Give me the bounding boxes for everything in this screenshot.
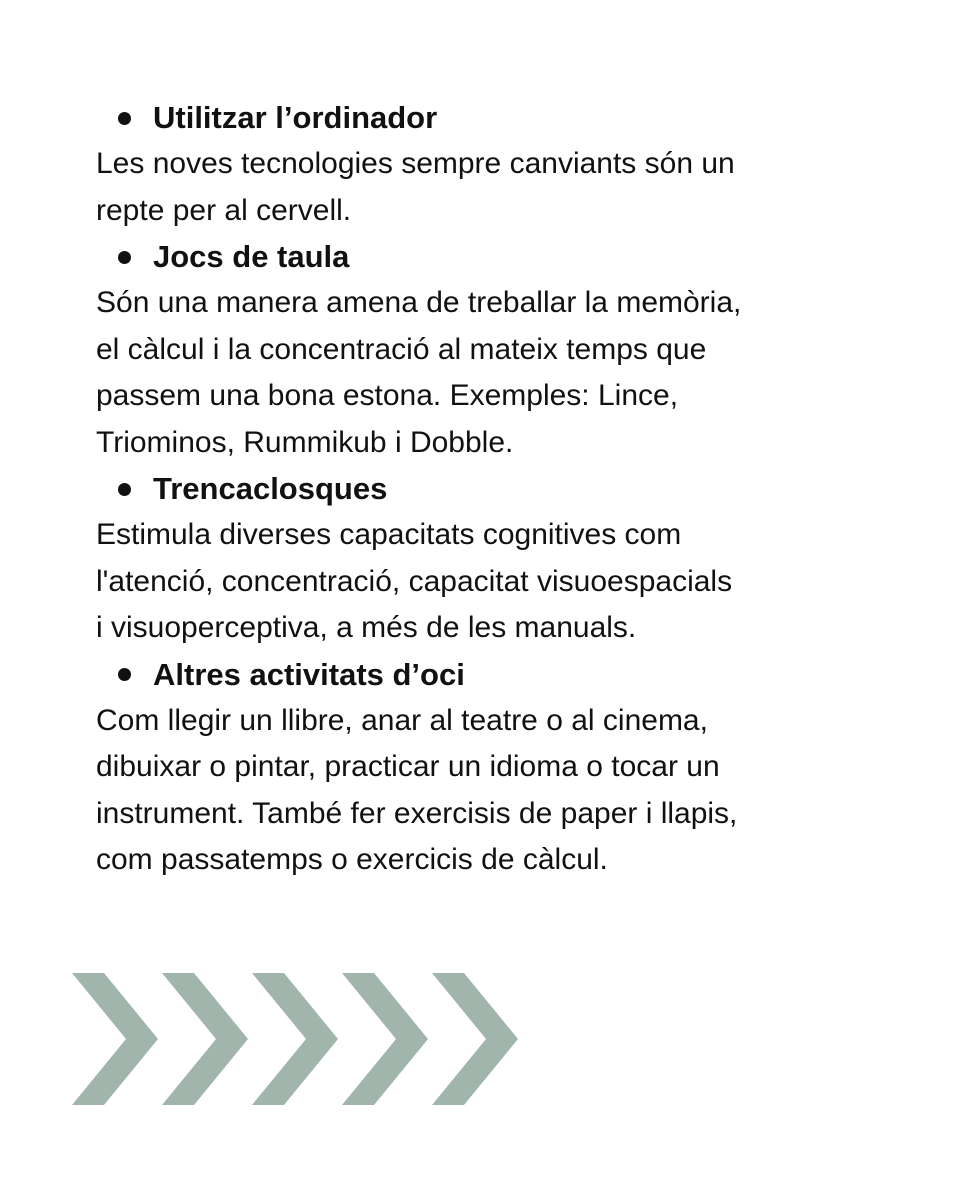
section-heading bbox=[96, 234, 876, 280]
body-line: com passatemps o exercicis de càlcul. bbox=[96, 843, 608, 876]
body-line: Com llegir un llibre, anar al teatre o al cinema, bbox=[96, 703, 708, 737]
section-board-games bbox=[96, 234, 876, 466]
body-line: instrument. També fer exercisis de paper i llapis, bbox=[96, 796, 738, 830]
body-line: Estimula diverses capacitats cognitives com bbox=[96, 518, 682, 551]
body-line: repte per al cervell. bbox=[96, 193, 352, 227]
body-line: Triominos, Rummikub i Dobble. bbox=[96, 425, 514, 459]
chevron-right-icon bbox=[252, 973, 338, 1105]
body-line: passem una bona estona. Exemples: Lince, bbox=[96, 379, 679, 412]
bullet-icon bbox=[118, 668, 131, 681]
body-line: dibuixar o pintar, practicar un idioma o tocar un bbox=[96, 750, 720, 783]
section-heading bbox=[96, 95, 876, 141]
chevron-right-icon bbox=[432, 973, 518, 1105]
section-heading bbox=[96, 652, 876, 698]
chevron-decoration bbox=[72, 973, 522, 1105]
body-line: i visuoperceptiva, a més de les manuals. bbox=[96, 611, 637, 644]
bullet-icon bbox=[118, 483, 131, 496]
body-line: l'atenció, concentració, capacitat visuoespacials bbox=[96, 564, 733, 598]
content-list bbox=[96, 95, 876, 884]
bullet-icon bbox=[118, 112, 131, 125]
section-puzzles bbox=[96, 466, 876, 652]
chevron-right-icon bbox=[162, 973, 248, 1105]
section-heading bbox=[96, 466, 876, 512]
heading-text: Jocs de taula bbox=[153, 239, 350, 274]
heading-text: Utilitzar l’ordinador bbox=[153, 100, 438, 135]
body-line: Són una manera amena de treballar la memòria, bbox=[96, 286, 742, 319]
body-line: Les noves tecnologies sempre canviants són un bbox=[96, 147, 735, 180]
section-computer bbox=[96, 95, 876, 234]
section-leisure bbox=[96, 652, 876, 884]
heading-text: Altres activitats d’oci bbox=[153, 656, 465, 692]
bullet-icon bbox=[118, 251, 131, 264]
heading-text: Trencaclosques bbox=[153, 471, 388, 506]
chevron-right-icon bbox=[72, 973, 158, 1105]
chevron-right-icon bbox=[342, 973, 428, 1105]
body-line: el càlcul i la concentració al mateix temps que bbox=[96, 332, 707, 366]
